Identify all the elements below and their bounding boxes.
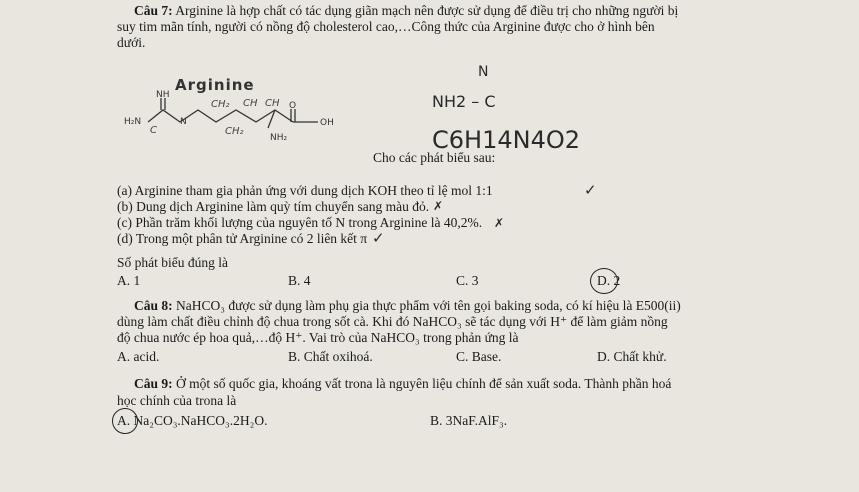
ch2-annotation-2: CH	[243, 98, 258, 109]
q9-line-1-text: Ở một số quốc gia, khoáng vất trona là nguyên liệu chính để sản xuất soda. Thành phần hoá	[176, 376, 672, 391]
oh-label: OH	[320, 118, 334, 128]
q7-intro: Cho các phát biểu sau:	[373, 150, 496, 165]
q8-option-a[interactable]: A. acid.	[117, 349, 160, 364]
hand-nh2: NH2 – C	[432, 92, 496, 111]
q7-option-c[interactable]: C. 3	[456, 273, 479, 288]
o-label: O	[289, 101, 297, 111]
hand-n: N	[478, 64, 489, 80]
q8-line-3: độ chua nước ép hoa quả,…độ H⁺. Vai trò của NaHCO₃ trong phản ứng là	[117, 330, 519, 345]
q9-option-a[interactable]: A. Na₂CO₃.NaHCO₃.2H₂O.	[117, 413, 268, 428]
q8-option-b[interactable]: B. Chất oxihoá.	[288, 349, 373, 364]
q7-line-2: suy tim mãn tính, người có nồng độ cholesterol cao,…Công thức của Arginine được cho ở hình bên	[117, 19, 655, 34]
q7-statement-d: (d) Trong một phân tử Arginine có 2 liên kết π	[117, 231, 368, 246]
q7-line-1-text: Arginine là hợp chất có tác dụng giãn mạch nên được sử dụng để điều trị cho những người bị	[175, 3, 679, 18]
molecule-title: Arginine	[175, 76, 255, 94]
h2n-label: H₂N	[124, 117, 142, 127]
q9-label: Câu 9:	[134, 376, 173, 391]
q7-option-d[interactable]: D. 2	[597, 273, 621, 288]
nh-label: NH	[156, 90, 170, 100]
q9-line-2: học chính của trona là	[117, 393, 237, 408]
q7-option-b[interactable]: B. 4	[288, 273, 311, 288]
ch2-annotation-1: CH₂	[211, 99, 230, 110]
ch2-annotation-3: CH₂	[225, 126, 244, 137]
q7-statement-a: (a) Arginine tham gia phản ứng với dung dịch KOH theo tỉ lệ mol 1:1	[117, 183, 493, 198]
q8-line-1-text: NaHCO₃ được sử dụng làm phụ gia thực phẩm với tên gọi baking soda, có kí hiệu là E500(ii)	[176, 298, 681, 313]
cross-mark-b: ✗	[433, 199, 444, 213]
q8-line-2: dùng làm chất điều chỉnh độ chua trong sốt cà. Khi đó NaHCO₃ sẽ tác dụng với H⁺ để làm giảm nồng	[117, 314, 668, 329]
q8-option-c[interactable]: C. Base.	[456, 349, 502, 364]
q8-line-1	[134, 298, 681, 314]
q9-line-1	[134, 376, 671, 392]
q8-option-d[interactable]: D. Chất khử.	[597, 349, 667, 364]
answer-circle-q7	[590, 268, 621, 294]
check-mark-d: ✓	[372, 229, 385, 247]
q7-statement-c: (c) Phần trăm khối lượng của nguyên tố N trong Arginine là 40,2%.	[117, 215, 483, 230]
q8-label: Câu 8:	[134, 298, 173, 313]
c-annotation: C	[150, 125, 157, 136]
answer-circle-q9	[112, 408, 138, 434]
nh2-label: NH₂	[270, 133, 288, 143]
q7-statement-b: (b) Dung dịch Arginine làm quỳ tím chuyển sang màu đỏ.	[117, 199, 430, 214]
nh-chain-label: N	[180, 117, 187, 127]
q9-option-b[interactable]: B. 3NaF.AlF₃.	[430, 413, 508, 428]
hand-formula: C6H14N4O2	[432, 126, 580, 154]
q7-line-3: dưới.	[117, 35, 146, 50]
q7-label: Câu 7:	[134, 3, 173, 18]
ch-annotation: CH	[265, 98, 280, 109]
cross-mark-c: ✗	[494, 216, 505, 230]
q7-option-a[interactable]: A. 1	[117, 273, 141, 288]
check-mark-a: ✓	[584, 181, 597, 199]
q7-question: Số phát biểu đúng là	[117, 255, 228, 270]
